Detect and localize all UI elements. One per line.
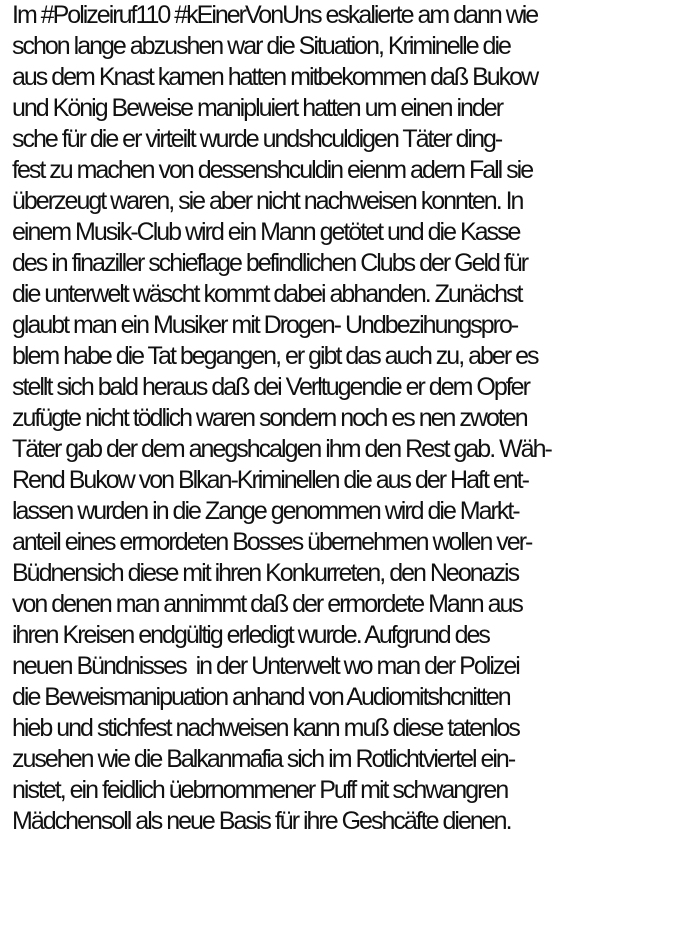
text-line: Im #Polizeiruf110 #kEinerVonUns eskalierte am dann wie [12, 1, 538, 29]
text-line: aus dem Knast kamen hatten mitbekommen daß Bukow [12, 63, 538, 91]
text-line: die Beweismanipuation anhand von Audiomitshcnitten [12, 683, 510, 711]
text-line: des in finaziller schieflage befindlichen Clubs der Geld für [12, 249, 528, 277]
text-line: von denen man annimmt daß der ermordete Mann aus [12, 590, 522, 618]
text-line: hieb und stichfest nachweisen kann muß diese tatenlos [12, 714, 519, 742]
text-line: ihren Kreisen endgültig erledigt wurde. Aufgrund des [12, 621, 489, 649]
review-paragraph [12, 0, 684, 837]
text-line: einem Musik-Club wird ein Mann getötet und die Kasse [12, 218, 520, 246]
text-line: sche für die er virteilt wurde undshculdigen Täter ding- [12, 125, 502, 153]
text-line: stellt sich bald heraus daß dei Verltugendie er dem Opfer [12, 373, 529, 401]
text-line: zusehen wie die Balkanmafia sich im Rotlichtviertel ein- [12, 745, 515, 773]
text-line: schon lange abzushen war die Situation, Kriminelle die [12, 32, 510, 60]
text-line: Mädchensoll als neue Basis für ihre Geshcäfte dienen. [12, 807, 511, 835]
text-line: lassen wurden in die Zange genommen wird die Markt- [12, 497, 519, 525]
text-line: Täter gab der dem anegshcalgen ihm den Rest gab. Wäh- [12, 435, 551, 463]
text-line: Büdnensich diese mit ihren Konkurreten, den Neonazis [12, 559, 519, 587]
text-line: zufügte nicht tödlich waren sondern noch es nen zwoten [12, 404, 527, 432]
text-line: neuen Bündnisses in der Unterwelt wo man der Polizei [12, 652, 519, 680]
text-line: die unterwelt wäscht kommt dabei abhanden. Zunächst [12, 280, 522, 308]
text-line: blem habe die Tat begangen, er gibt das auch zu, aber es [12, 342, 538, 370]
text-line: nistet, ein feidlich üebrnommener Puff mit schwangren [12, 776, 508, 804]
text-line: Rend Bukow von Blkan-Kriminellen die aus der Haft ent- [12, 466, 528, 494]
text-line: anteil eines ermordeten Bosses übernehmen wollen ver- [12, 528, 532, 556]
text-line: überzeugt waren, sie aber nicht nachweisen konnten. In [12, 187, 523, 215]
text-line: und König Beweise manipluiert hatten um einen inder [12, 94, 503, 122]
text-line: fest zu machen von dessenshculdin eienm adern Fall sie [12, 156, 533, 184]
text-line: glaubt man ein Musiker mit Drogen- Undbezihungspro- [12, 311, 518, 339]
